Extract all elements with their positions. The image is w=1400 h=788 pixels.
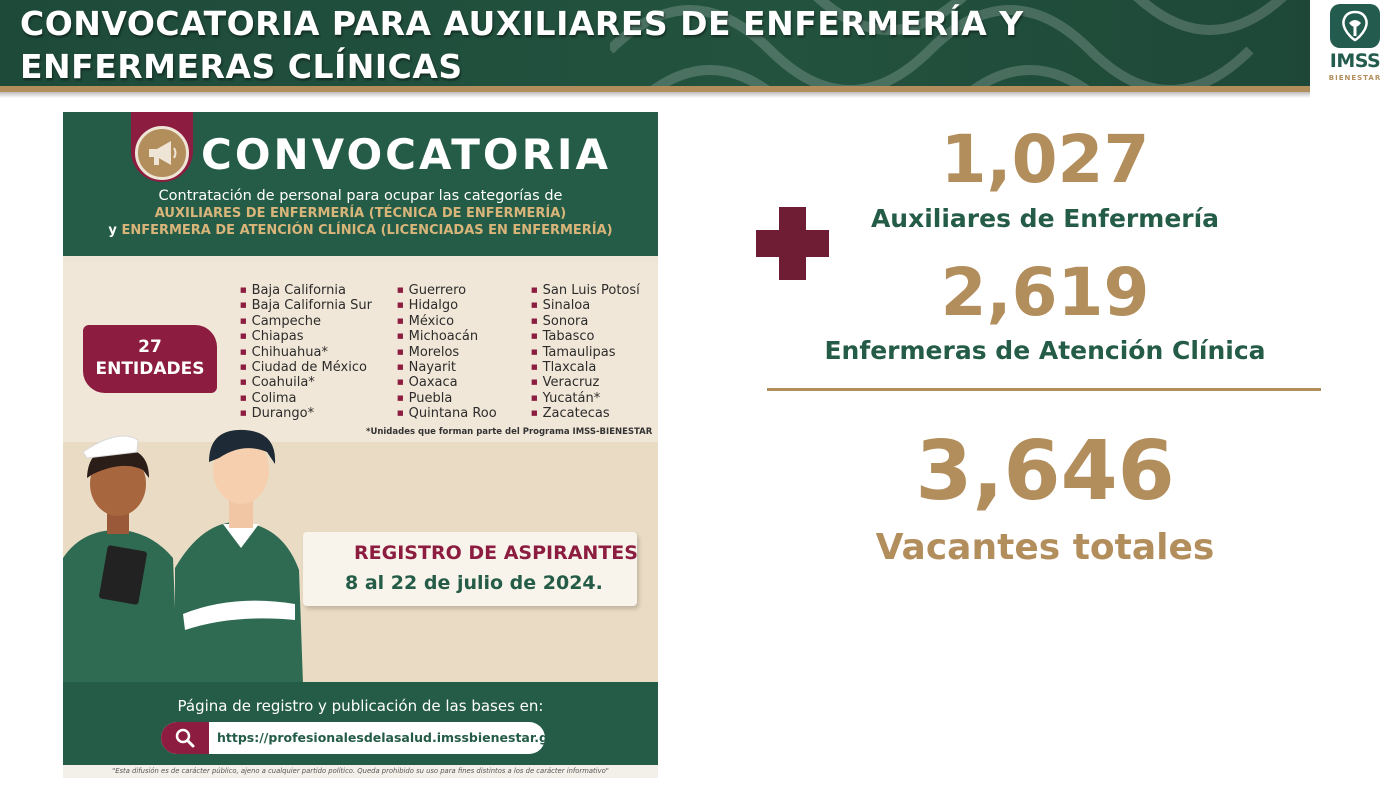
logo-sub: BIENESTAR: [1328, 74, 1382, 82]
search-icon[interactable]: [161, 722, 209, 754]
poster-category1: AUXILIARES DE ENFERMERÍA (TÉCNICA DE ENFERMERÍA): [154, 206, 567, 221]
registration-dates: 8 al 22 de julio de 2024.: [345, 572, 603, 594]
convocatoria-poster: [63, 112, 658, 778]
poster-connector: y: [108, 223, 117, 238]
page-title-line2: ENFERMERAS CLÍNICAS: [20, 47, 463, 86]
states-list-1: [240, 283, 372, 422]
megaphone-icon: [135, 126, 189, 180]
total-count: 3,646: [915, 424, 1175, 519]
plus-cross-icon: [756, 207, 829, 280]
aux-label: Auxiliares de Enfermería: [870, 204, 1220, 233]
state-item: ■ Ciudad de México: [240, 360, 372, 375]
footer-text: Página de registro y publicación de las bases en:: [177, 697, 544, 715]
state-item: ■ San Luis Potosí: [531, 283, 640, 298]
aux-count: 1,027: [940, 121, 1150, 198]
state-item: ■ Morelos: [397, 345, 497, 360]
state-item: ■ Oaxaca: [397, 375, 497, 390]
states-list-2: [397, 283, 497, 422]
state-item: ■ Nayarit: [397, 360, 497, 375]
total-label: Vacantes totales: [875, 527, 1215, 568]
states-list-3: [531, 283, 640, 422]
state-item: ■ México: [397, 314, 497, 329]
state-item: ■ Chiapas: [240, 329, 372, 344]
badge-label: ENTIDADES: [95, 359, 205, 379]
entities-badge: [83, 325, 217, 393]
registration-title: REGISTRO DE ASPIRANTES: [354, 542, 638, 564]
nurse-count: 2,619: [940, 254, 1150, 331]
state-item: ■ Veracruz: [531, 375, 640, 390]
state-item: ■ Sinaloa: [531, 298, 640, 313]
stats-divider: [767, 388, 1321, 391]
poster-heading: CONVOCATORIA: [201, 130, 612, 179]
state-item: ■ Puebla: [397, 391, 497, 406]
states-note: *Unidades que forman parte del Programa IMSS-BIENESTAR: [366, 427, 653, 437]
registration-url[interactable]: https://profesionalesdelasalud.imssbienestar.gob.mx: [217, 730, 592, 745]
state-item: ■ Zacatecas: [531, 406, 640, 421]
imss-seal-icon: [1330, 4, 1380, 48]
state-item: ■ Yucatán*: [531, 391, 640, 406]
state-item: ■ Chihuahua*: [240, 345, 372, 360]
state-item: ■ Baja California Sur: [240, 298, 372, 313]
poster-category2: ENFERMERA DE ATENCIÓN CLÍNICA (LICENCIADAS EN ENFERMERÍA): [121, 223, 613, 238]
state-item: ■ Hidalgo: [397, 298, 497, 313]
badge-number: 27: [138, 337, 162, 357]
state-item: ■ Colima: [240, 391, 372, 406]
state-item: ■ Quintana Roo: [397, 406, 497, 421]
state-item: ■ Baja California: [240, 283, 372, 298]
state-item: ■ Durango*: [240, 406, 372, 421]
state-item: ■ Tlaxcala: [531, 360, 640, 375]
state-item: ■ Guerrero: [397, 283, 497, 298]
state-item: ■ Tabasco: [531, 329, 640, 344]
page-title-line1: CONVOCATORIA PARA AUXILIARES DE ENFERMERÍA Y: [20, 4, 1024, 43]
state-item: ■ Coahuila*: [240, 375, 372, 390]
imss-bienestar-logo: [1310, 0, 1400, 92]
state-item: ■ Tamaulipas: [531, 345, 640, 360]
logo-brand: IMSS: [1329, 50, 1381, 72]
disclaimer: "Esta difusión es de carácter público, ajeno a cualquier partido político. Queda prohibido su uso para fines distintos a los de carácter informativo": [63, 765, 658, 778]
state-item: ■ Sonora: [531, 314, 640, 329]
header-banner: [0, 0, 1400, 92]
state-item: ■ Campeche: [240, 314, 372, 329]
poster-intro: Contratación de personal para ocupar las categorías de: [158, 188, 563, 204]
nurse-label: Enfermeras de Atención Clínica: [824, 336, 1266, 365]
header-shadow: [0, 92, 1310, 98]
page-title: [20, 2, 1024, 88]
state-item: ■ Michoacán: [397, 329, 497, 344]
poster-intro-block: [63, 188, 658, 239]
